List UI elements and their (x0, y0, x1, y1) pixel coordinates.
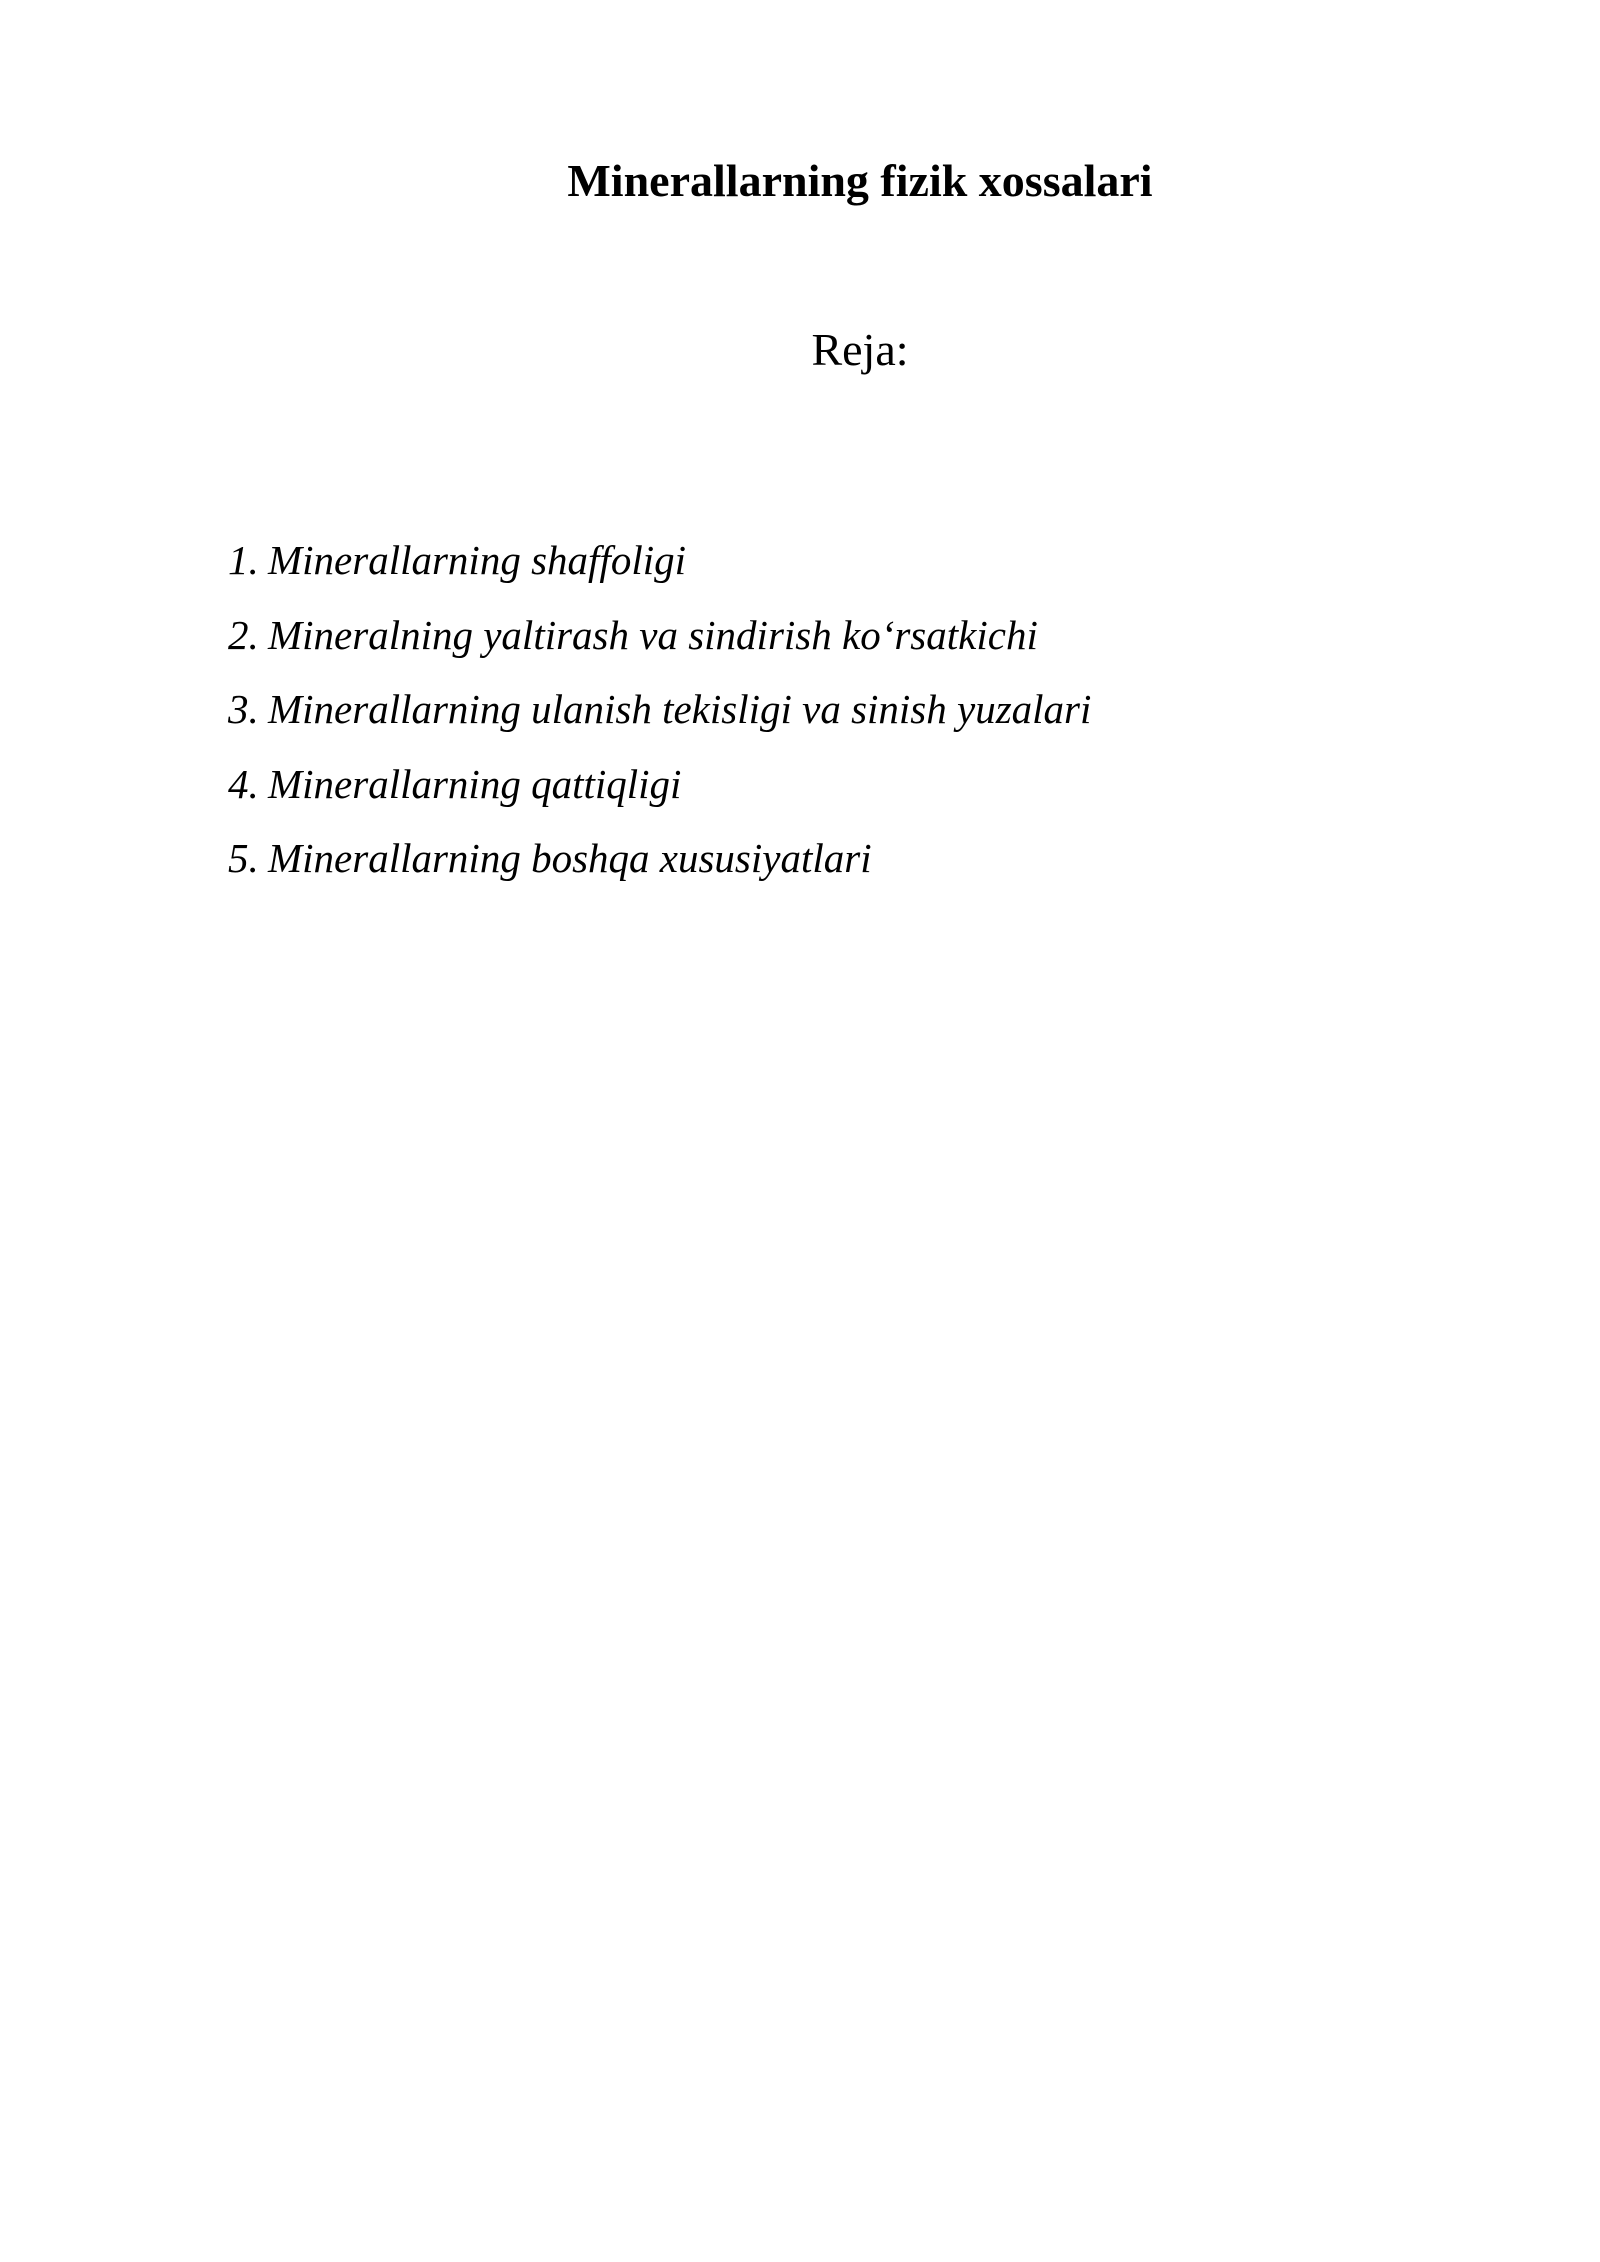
plan-item-5 (228, 828, 1091, 903)
plan-item-number: 4. (228, 760, 259, 807)
plan-item-4 (228, 754, 1091, 829)
plan-list (228, 530, 1091, 903)
plan-item-number: 5. (228, 835, 259, 881)
plan-item-number: 3. (228, 686, 259, 732)
plan-item-number: 2. (228, 611, 259, 658)
plan-item-2 (228, 605, 1091, 680)
plan-item-text: Minerallarning qattiqligi (268, 760, 682, 807)
plan-item-number: 1. (228, 537, 259, 583)
plan-item-text: Mineralning yaltirash va sindirish ko‘rsatkichi (268, 611, 1038, 658)
plan-item-3 (228, 679, 1091, 754)
plan-item-text: Minerallarning ulanish tekisligi va sinish yuzalari (268, 686, 1092, 732)
document-title: Minerallarning fizik xossalari (567, 155, 1153, 206)
plan-heading: Reja: (811, 324, 909, 375)
plan-item-1 (228, 530, 1091, 605)
plan-item-text: Minerallarning shaffoligi (268, 537, 686, 583)
plan-item-text: Minerallarning boshqa xususiyatlari (268, 835, 872, 881)
